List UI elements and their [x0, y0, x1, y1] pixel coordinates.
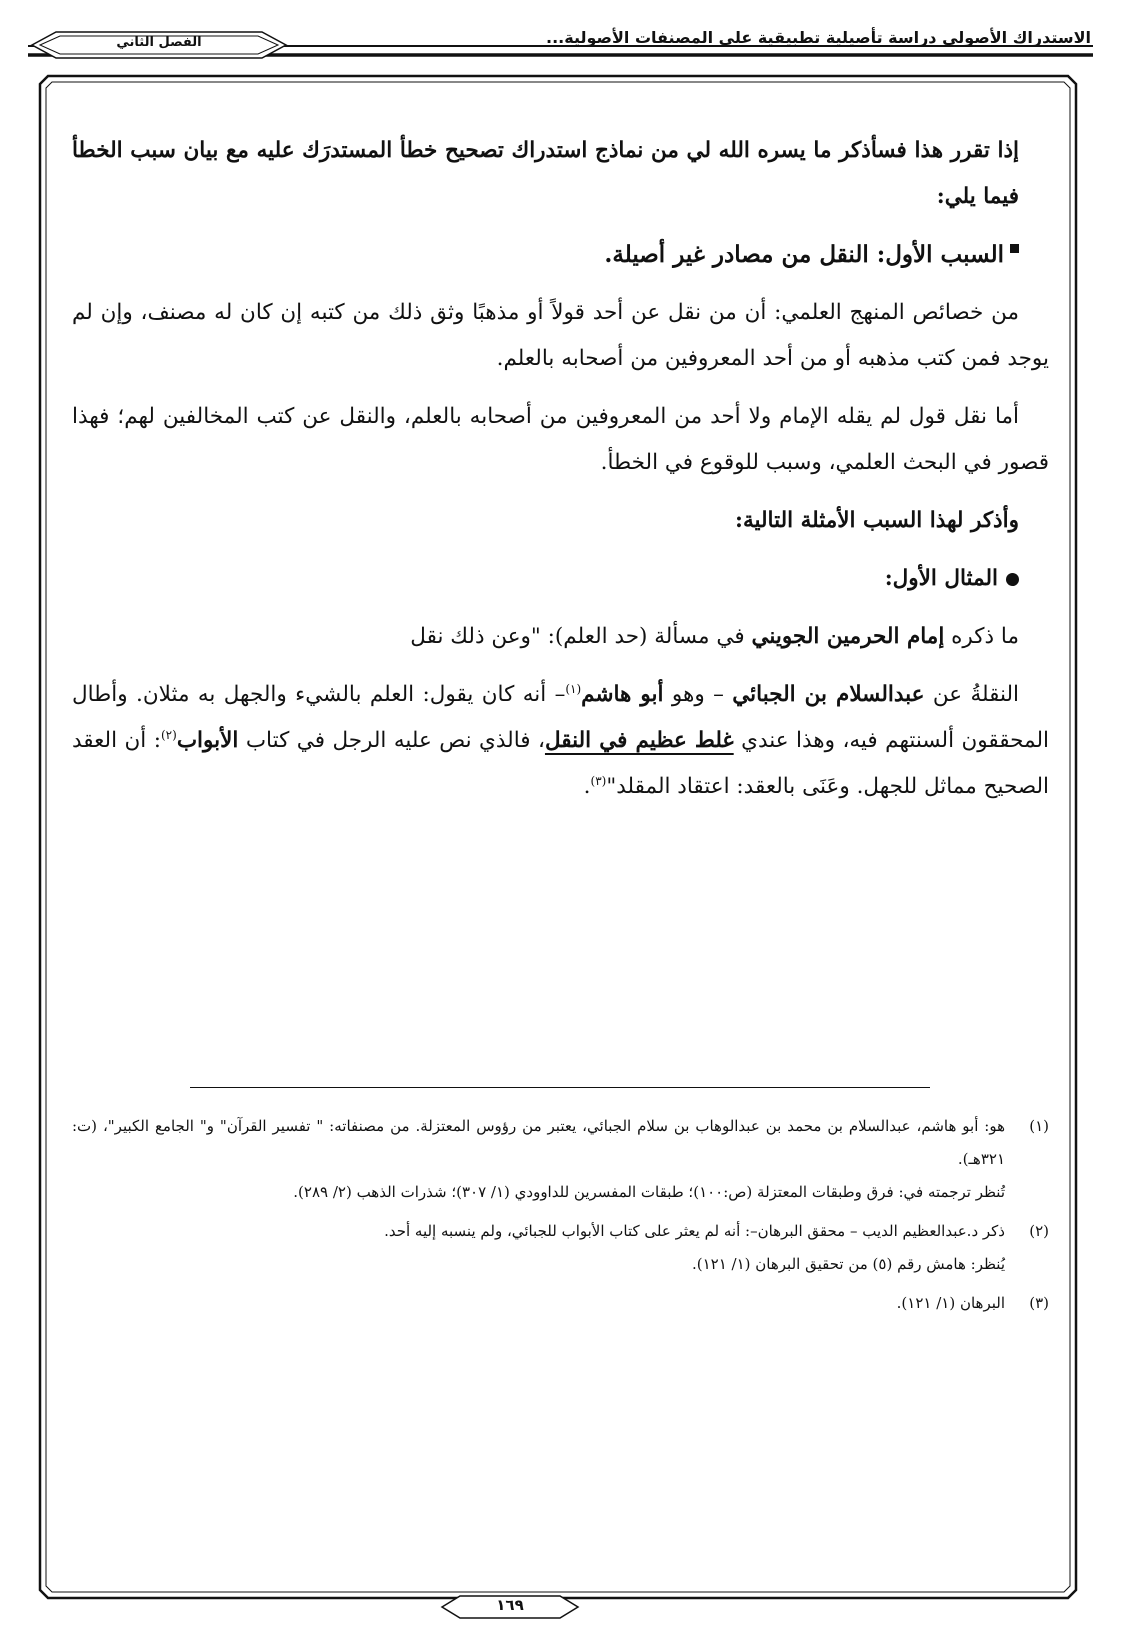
person-name: عبدالسلام بن الجبائي [732, 682, 925, 707]
examples-intro: وأذكر لهذا السبب الأمثلة التالية: [735, 508, 1019, 533]
footnote-separator [190, 1087, 930, 1088]
page-number [440, 1590, 580, 1624]
chapter-tab [28, 22, 290, 68]
round-bullet-icon [1006, 573, 1019, 586]
footnote-number: (١) [1029, 1117, 1049, 1135]
footnote-ref[interactable]: (١) [565, 681, 582, 696]
footnote-text: تُنظر ترجمته في: فرق وطبقات المعتزلة (ص:١٠٠)؛ طبقات المفسرين للداوودي (١/ ٣٠٧)؛ شذرات الذهب (٢/ ٢٨٩). [293, 1183, 1005, 1201]
person-name: إمام الحرمين الجويني [751, 624, 945, 649]
footnote-number: (٣) [1029, 1294, 1049, 1312]
example-heading: المثال الأول: [72, 556, 1049, 602]
example-paragraph: ما ذكره إمام الحرمين الجويني في مسألة (حد العلم): "وعن ذلك نقل [410, 624, 1019, 649]
footnote-text: البرهان (١/ ١٢١). [896, 1294, 1005, 1312]
quote-paragraph: النقلةُ عن عبدالسلام بن الجبائي – وهو أبو هاشم$^{(١)}$– أنه كان يقول: العلم بالشيء والجهل به مثلان. وأطال المحققون ألسنتهم فيه، وهذا عندي غلط عظيم في النقل، فالذي نص عليه الرجل في كتاب الأبواب$^{(٢)}$: أن العقد الصحيح مماثل للجهل. وعَنَى بالعقد: اعتقاد المقلد"$^{(٣)}$. [72, 681, 1049, 799]
square-bullet-icon [1010, 244, 1019, 253]
page-number-label: ١٦٩ [496, 1596, 524, 1614]
footnote-text: ذكر د.عبدالعظيم الديب – محقق البرهان–: أنه لم يعثر على كتاب الأبواب للجبائي، ولم ينسبه إليه أحد. [384, 1222, 1005, 1240]
footnote-item [72, 1287, 1049, 1320]
running-header-title: الاستدراك الأصولي دراسة تأصيلية تطبيقية على المصنفات الأصولية... [546, 28, 1091, 47]
section-heading: السبب الأول: النقل من مصادر غير أصيلة. [72, 232, 1049, 278]
footnote-item [72, 1215, 1049, 1281]
book-title: الأبواب [176, 728, 239, 753]
main-content [72, 128, 1049, 822]
footnote-ref[interactable]: (٢) [160, 727, 177, 742]
footnote-number: (٢) [1029, 1222, 1049, 1240]
underlined-emphasis: غلط عظيم في النقل [544, 728, 734, 753]
intro-paragraph: إذا تقرر هذا فسأذكر ما يسره الله لي من نماذج استدراك تصحيح خطأ المستدرَك عليه مع بيان سبب الخطأ فيما يلي: [72, 138, 1019, 209]
footnote-text: هو: أبو هاشم، عبدالسلام بن محمد بن عبدالوهاب بن سلام الجبائي، يعتبر من رؤوس المعتزلة. من مصنفاته: " تفسير القرآن" و" الجامع الكبير"، (ت: ٣٢١هـ). [72, 1117, 1005, 1168]
footnotes [72, 1110, 1049, 1326]
footnote-item [72, 1110, 1049, 1209]
chapter-label: الفصل الثاني [116, 35, 202, 50]
paragraph-2: أما نقل قول لم يقله الإمام ولا أحد من المعروفين من أصحابه بالعلم، والنقل عن كتب المخالفين لهم؛ فهذا قصور في البحث العلمي، وسبب للوقوع في الخطأ. [72, 404, 1049, 475]
paragraph-1: من خصائص المنهج العلمي: أن من نقل عن أحد قولاً أو مذهبًا وثق ذلك من كتبه إن كان له مصنف، وإن لم يوجد فمن كتب مذهبه أو من أحد المعروفين من أصحابه بالعلم. [72, 300, 1049, 371]
footnote-ref[interactable]: (٣) [590, 773, 607, 788]
person-name: أبو هاشم [581, 682, 664, 707]
footnote-text: يُنظر: هامش رقم (٥) من تحقيق البرهان (١/ ١٢١). [691, 1255, 1005, 1273]
